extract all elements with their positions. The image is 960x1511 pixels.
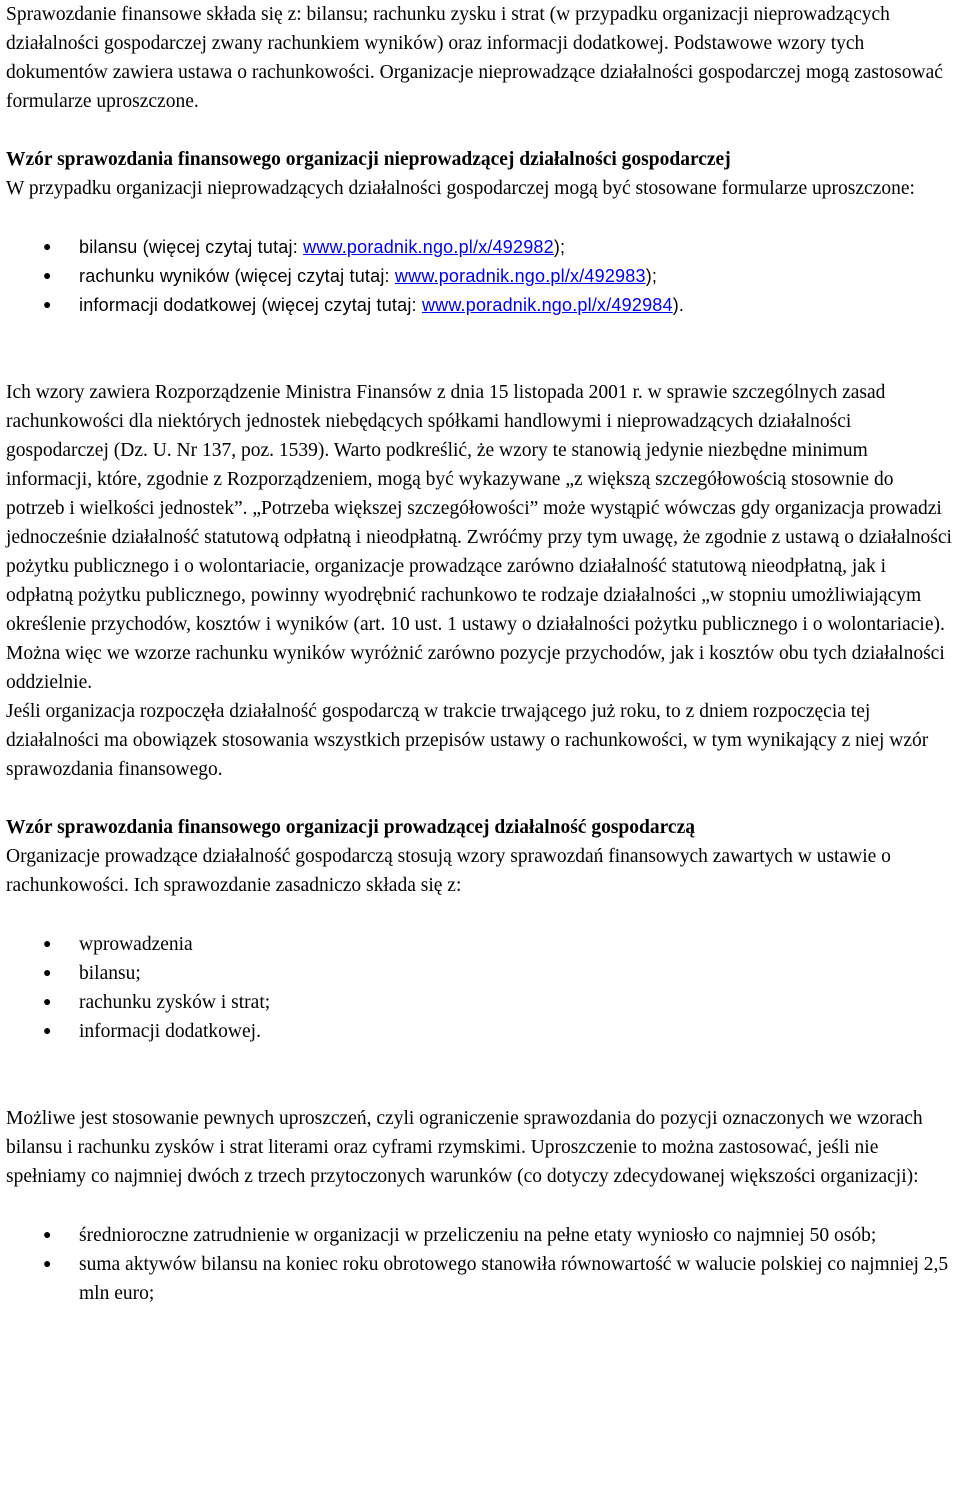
bullet-icon: ● xyxy=(43,240,52,255)
section2-list xyxy=(6,930,954,1046)
section2-paragraph-1: Możliwe jest stosowanie pewnych uproszczeń, czyli ograniczenie sprawozdania do pozycji oznaczonych we wzorach bilansu i rachunku zysków i strat literami oraz cyframi rzymskimi. Uproszczenie to można zastosować, jeśli nie spełniamy co najmniej dwóch z trzech przytoczonych warunków (co dotyczy zdecydowanej większości organizacji): xyxy=(6,1108,923,1187)
list-item: ● rachunku zysków i strat; xyxy=(6,988,954,1017)
link-492983[interactable]: www.poradnik.ngo.pl/x/492983 xyxy=(394,266,646,286)
bullet-icon: ● xyxy=(43,1024,52,1039)
list-item: ● rachunku wyników (więcej czytaj tutaj: www.poradnik.ngo.pl/x/492983); xyxy=(6,262,954,291)
bullet-icon: ● xyxy=(43,966,52,981)
section1-heading: Wzór sprawozdania finansowego organizacji nieprowadzącej działalności gospodarczej xyxy=(6,149,731,170)
list-item: ● suma aktywów bilansu na koniec roku obrotowego stanowiła równowartość w walucie polskiej co najmniej 2,5 mln euro; xyxy=(6,1250,954,1308)
bullet-icon: ● xyxy=(43,995,52,1010)
list-item: ● bilansu (więcej czytaj tutaj: www.poradnik.ngo.pl/x/492982); xyxy=(6,233,954,262)
section1-lead: W przypadku organizacji nieprowadzących działalności gospodarczej mogą być stosowane formularze uproszczone: xyxy=(6,178,915,199)
section1-paragraph-1: Ich wzory zawiera Rozporządzenie Ministra Finansów z dnia 15 listopada 2001 r. w sprawie szczególnych zasad rachunkowości dla niektórych jednostek niebędących spółkami handlowymi i nieprowadzących działalności gospodarczej (Dz. U. Nr 137, poz. 1539). Warto podkreślić, że wzory te stanowią jedynie niezbędne minimum informacji, które, zgodnie z Rozporządzeniem, mogą być wykazywane „z większą szczegółowością stosownie do potrzeb i wielkości jednostek”. „Potrzeba większej szczegółowości” może wystąpić wówczas gdy organizacja prowadzi jednocześnie działalność statutową odpłatną i nieodpłatną. Zwróćmy przy tym uwagę, że zgodnie z ustawą o działalności pożytku publicznego i o wolontariacie, organizacje prowadzące zarówno działalność statutową nieodpłatną, jak i odpłatną pożytku publicznego, powinny wyodrębnić rachunkowo te rodzaje działalności „w stopniu umożliwiającym określenie przychodów, kosztów i wyników (art. 10 ust. 1 ustawy o działalności pożytku publicznego i o wolontariacie). Można więc we wzorze rachunku wyników wyróżnić zarówno pozycje przychodów, jak i kosztów obu tych działalności oddzielnie. xyxy=(6,382,952,693)
bullet-icon: ● xyxy=(43,1257,52,1272)
list-item: ● średnioroczne zatrudnienie w organizacji w przeliczeniu na pełne etaty wyniosło co najmniej 50 osób; xyxy=(6,1221,954,1250)
bullet-icon: ● xyxy=(43,937,52,952)
bullet-icon: ● xyxy=(43,269,52,284)
section1-list xyxy=(6,233,954,320)
list-item: ● informacji dodatkowej. xyxy=(6,1017,954,1046)
list-item: ● informacji dodatkowej (więcej czytaj tutaj: www.poradnik.ngo.pl/x/492984). xyxy=(6,291,954,320)
section1-paragraph-2: Jeśli organizacja rozpoczęła działalność gospodarczą w trakcie trwającego już roku, to z dniem rozpoczęcia tej działalności ma obowiązek stosowania wszystkich przepisów ustawy o rachunkowości, w tym wynikający z niej wzór sprawozdania finansowego. xyxy=(6,701,929,780)
link-492984[interactable]: www.poradnik.ngo.pl/x/492984 xyxy=(421,295,673,315)
link-492982[interactable]: www.poradnik.ngo.pl/x/492982 xyxy=(303,237,554,257)
section2-lead: Organizacje prowadzące działalność gospodarczą stosują wzory sprawozdań finansowych zawartych w ustawie o rachunkowości. Ich sprawozdanie zasadniczo składa się z: xyxy=(6,846,891,896)
bullet-icon: ● xyxy=(43,1228,52,1243)
section2-heading: Wzór sprawozdania finansowego organizacji prowadzącej działalność gospodarczą xyxy=(6,817,695,838)
list-item: ● wprowadzenia xyxy=(6,930,954,959)
conditions-list xyxy=(6,1221,954,1308)
bullet-icon: ● xyxy=(43,298,52,313)
list-item: ● bilansu; xyxy=(6,959,954,988)
intro-paragraph: Sprawozdanie finansowe składa się z: bilansu; rachunku zysku i strat (w przypadku organizacji nieprowadzących działalności gospodarczej zwany rachunkiem wyników) oraz informacji dodatkowej. Podstawowe wzory tych dokumentów zawiera ustawa o rachunkowości. Organizacje nieprowadzące działalności gospodarczej mogą zastosować formularze uproszczone. xyxy=(6,4,943,112)
